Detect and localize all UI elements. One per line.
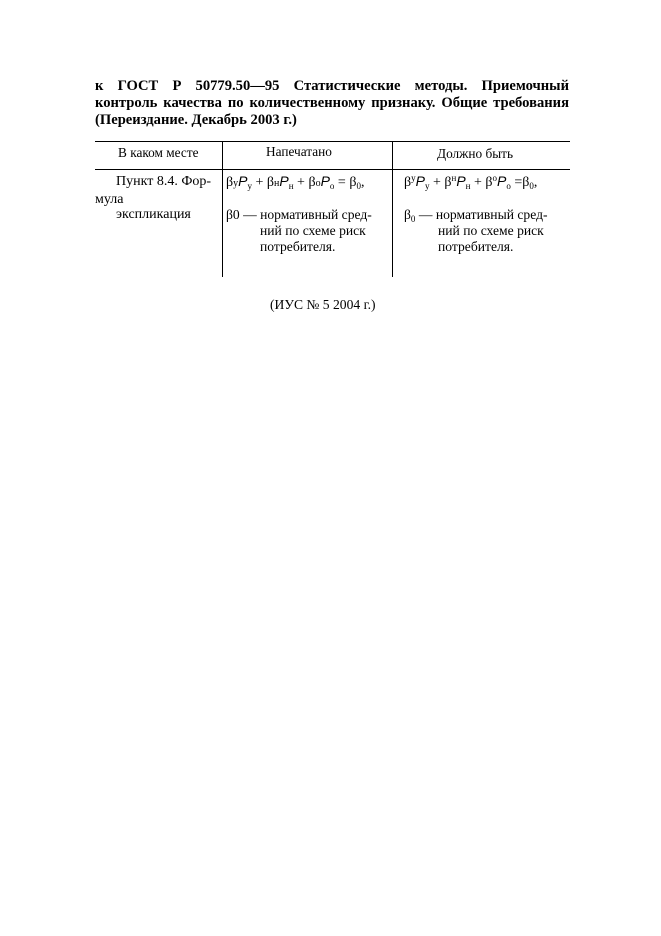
- formula-variable: P: [238, 173, 248, 189]
- formula-subscript: у: [247, 181, 252, 191]
- formula-superscript: у: [411, 173, 416, 183]
- formula-punctuation: ,: [533, 175, 538, 190]
- header-printed: Напечатано: [266, 144, 332, 159]
- header-should-be: Должно быть: [437, 146, 514, 161]
- formula-subscript: н: [465, 181, 471, 191]
- printed-formula: [226, 173, 364, 192]
- beta-symbol: β: [349, 175, 357, 190]
- explication-line2: ний по схеме риск: [260, 223, 366, 238]
- formula-operator: =: [514, 175, 523, 190]
- explication-symbol: β0: [226, 207, 240, 222]
- formula-variable: P: [320, 173, 330, 189]
- beta-symbol: β: [308, 175, 316, 190]
- table-top-rule: [95, 141, 570, 142]
- formula-subscript: о: [506, 181, 511, 191]
- formula-superscript: о: [492, 173, 498, 183]
- corrected-formula: [404, 173, 537, 191]
- formula-variable: P: [497, 173, 507, 189]
- explication-text: — нормативный сред-: [239, 207, 372, 222]
- formula-operator: +: [297, 175, 305, 190]
- formula-superscript: н: [451, 173, 457, 183]
- header-place: В каком месте: [118, 145, 199, 160]
- beta-symbol: β: [226, 175, 234, 190]
- source-reference: (ИУС № 5 2004 г.): [270, 297, 376, 312]
- beta-symbol: β: [485, 175, 493, 190]
- formula-variable: P: [415, 173, 425, 189]
- explication-line3: потребителя.: [438, 239, 514, 254]
- formula-index: н: [274, 178, 280, 189]
- formula-subscript: у: [424, 181, 430, 191]
- formula-operator: +: [432, 175, 441, 190]
- formula-operator: +: [255, 175, 264, 190]
- beta-symbol: β: [404, 175, 412, 190]
- explication-symbol: β: [404, 207, 411, 222]
- beta-symbol: β: [444, 175, 452, 190]
- formula-index: о: [315, 178, 321, 189]
- formula-subscript: 0: [529, 181, 534, 191]
- table-header-rule: [95, 169, 570, 170]
- explication-line2: ний по схеме риск: [438, 223, 544, 238]
- formula-variable: P: [279, 173, 289, 189]
- formula-subscript: н: [288, 181, 294, 191]
- formula-operator: +: [474, 175, 482, 190]
- place-cell-line3: экспликация: [116, 207, 191, 222]
- formula-index: у: [233, 178, 239, 189]
- explication-line1: [404, 207, 569, 223]
- formula-punctuation: ,: [360, 175, 365, 190]
- explication-text: — нормативный сред-: [415, 207, 548, 222]
- place-cell-line2: мула: [95, 192, 124, 207]
- printed-explication: [226, 207, 386, 255]
- explication-line1: [226, 207, 386, 223]
- corrected-explication: [404, 207, 569, 255]
- beta-symbol: β: [266, 175, 274, 190]
- explication-symbol-subscript: 0: [410, 214, 416, 224]
- explication-line3: потребителя.: [260, 239, 336, 254]
- formula-subscript: о: [329, 181, 335, 191]
- correction-heading: к ГОСТ Р 50779.50—95 Статистические методы. Приемочный контроль качества по количественному признаку. Общие требования (Переиздание. Декабрь 2003 г.): [95, 78, 569, 128]
- beta-symbol: β: [522, 175, 530, 190]
- table-column-divider-2: [392, 141, 393, 277]
- formula-operator: =: [337, 175, 346, 190]
- formula-subscript: 0: [356, 181, 361, 191]
- table-column-divider-1: [222, 141, 223, 277]
- formula-variable: P: [456, 173, 466, 189]
- place-cell-line1: Пункт 8.4. Фор-: [116, 174, 212, 189]
